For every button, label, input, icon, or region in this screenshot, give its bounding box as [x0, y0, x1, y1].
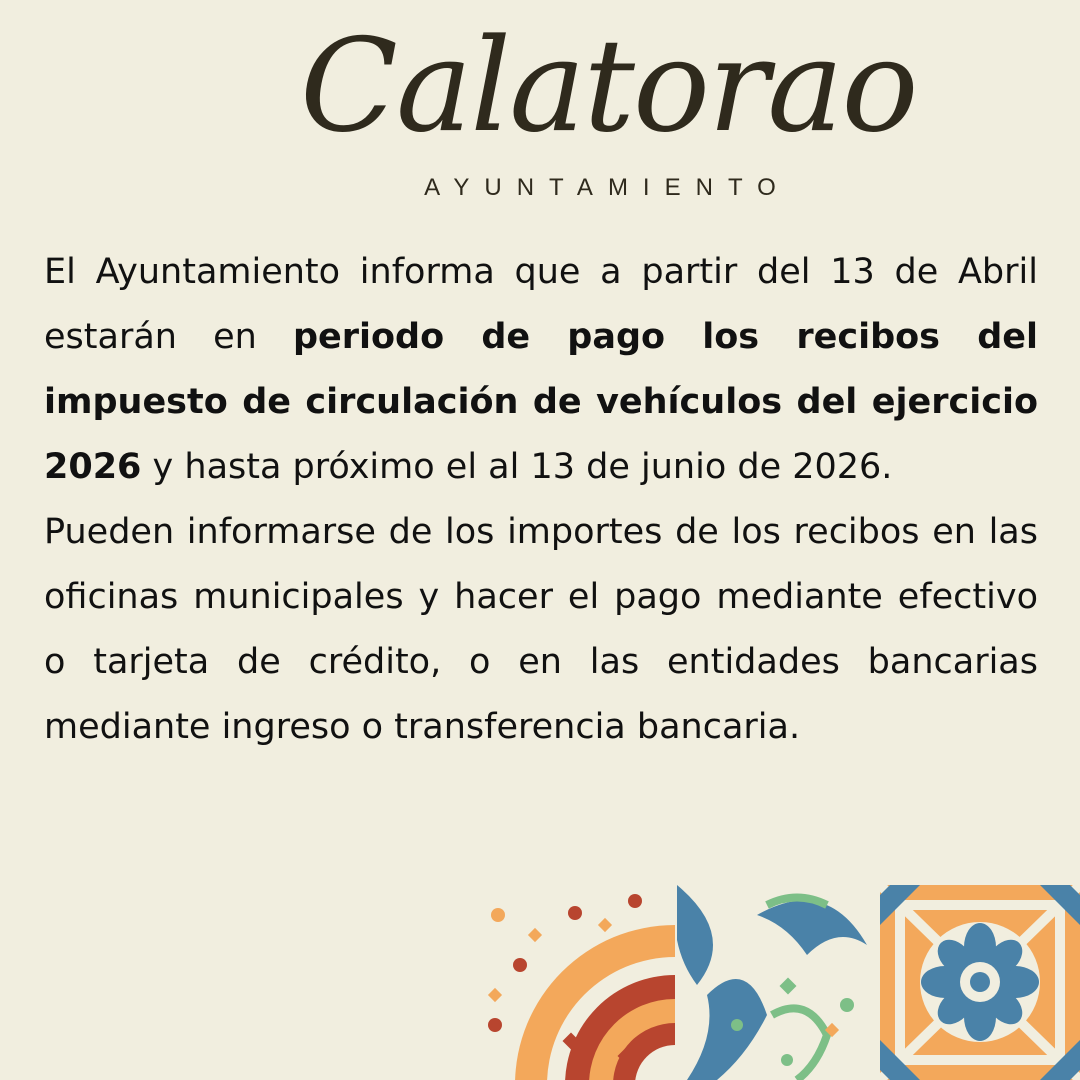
ornamental-tile-red-orange: [470, 885, 675, 1080]
notice-paragraph-2: Pueden informarse de los importes de los recibos en las oficinas municipales y hacer el pago mediante efectivo o tarjeta de crédito, o en las entidades bancarias mediante ingreso o transferencia bancaria.: [44, 512, 1038, 747]
notice-p1-highlight: periodo de pago los recibos del impuesto de circulación de vehículos del ejercicio 2026: [44, 317, 1038, 487]
municipal-logo: [300, 12, 917, 201]
logo-subtitle: AYUNTAMIENTO: [424, 174, 791, 201]
notice-paragraph-1: [44, 240, 1038, 500]
notice-p1-start: El Ayuntamiento informa que a partir del 13 de Abril estarán en: [44, 252, 1038, 357]
notice-p1-end: y hasta próximo el al 13 de junio de 2026.: [141, 447, 893, 487]
decorative-tiles: [470, 885, 1080, 1080]
ornamental-tile-blue-green: [677, 885, 877, 1080]
notice-text: [44, 240, 1038, 760]
ornamental-tile-orange-blue: [880, 885, 1080, 1080]
logo-wordmark: Calatorao: [300, 12, 917, 161]
